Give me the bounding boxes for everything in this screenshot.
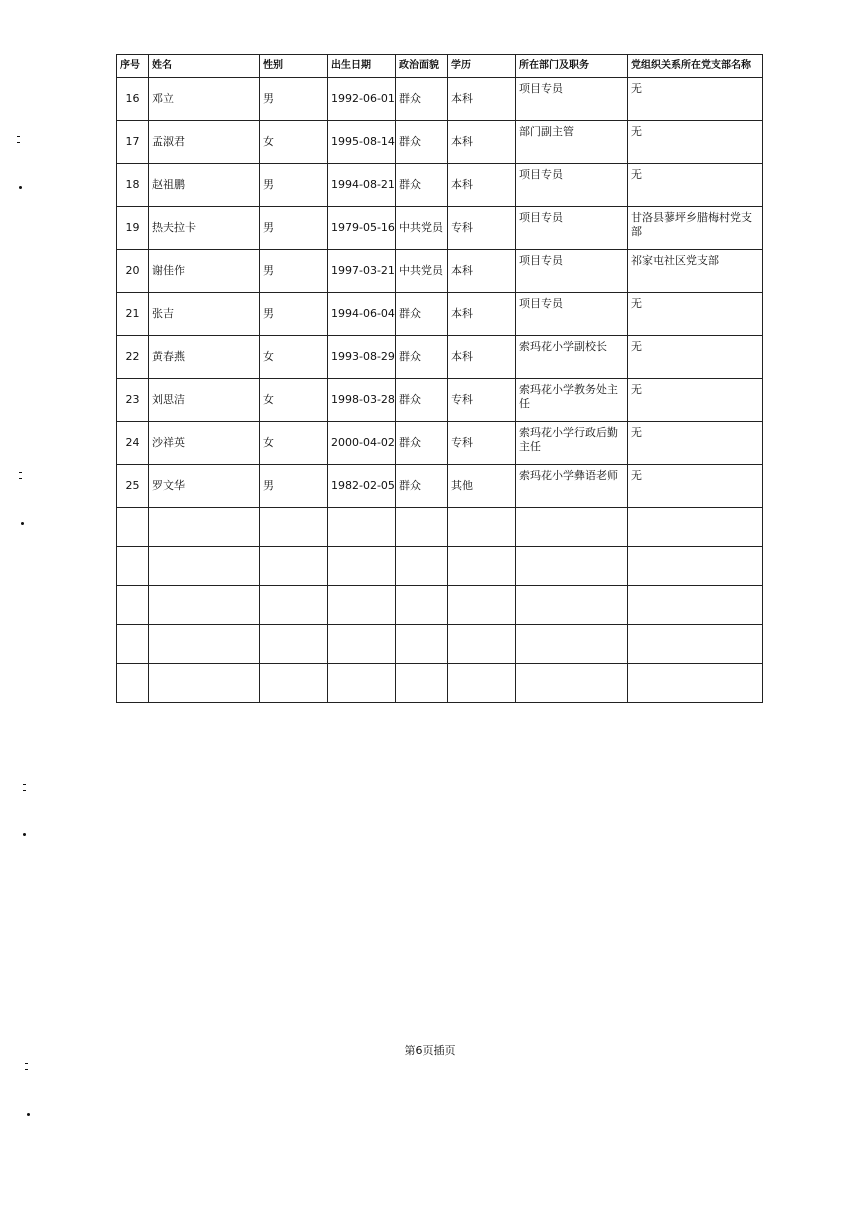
cell-department-position: 索玛花小学彝语老师 <box>516 465 628 508</box>
table-row <box>117 293 763 336</box>
table-row <box>117 422 763 465</box>
table-row <box>117 250 763 293</box>
cell-party-branch: 无 <box>628 465 763 508</box>
cell-department-position: 索玛花小学教务处主任 <box>516 379 628 422</box>
cell-political-status: 群众 <box>396 336 448 379</box>
cell-department-position: 项目专员 <box>516 293 628 336</box>
cell-education: 专科 <box>448 379 516 422</box>
cell-birthdate: 1994-06-04 <box>328 293 396 336</box>
cell-birthdate: 2000-04-02 <box>328 422 396 465</box>
cell-education: 专科 <box>448 422 516 465</box>
cell-gender: 女 <box>260 121 328 164</box>
header-political-status: 政治面貌 <box>396 55 448 78</box>
cell-party-branch: 祁家屯社区党支部 <box>628 250 763 293</box>
table-row <box>117 379 763 422</box>
cell-department-position: 项目专员 <box>516 207 628 250</box>
cell-party-branch: 无 <box>628 121 763 164</box>
header-birthdate: 出生日期 <box>328 55 396 78</box>
cell-index: 21 <box>117 293 149 336</box>
cell-birthdate: 1997-03-21 <box>328 250 396 293</box>
cell-name: 谢佳作 <box>149 250 260 293</box>
cell-party-branch: 无 <box>628 164 763 207</box>
cell-name: 热夫拉卡 <box>149 207 260 250</box>
table-row <box>117 207 763 250</box>
cell-index: 17 <box>117 121 149 164</box>
header-department-position: 所在部门及职务 <box>516 55 628 78</box>
cell-birthdate: 1982-02-05 <box>328 465 396 508</box>
table-row <box>117 465 763 508</box>
header-education: 学历 <box>448 55 516 78</box>
scan-mark <box>25 1063 28 1070</box>
scan-mark <box>21 522 24 525</box>
cell-gender: 男 <box>260 465 328 508</box>
cell-department-position: 部门副主管 <box>516 121 628 164</box>
cell-index: 20 <box>117 250 149 293</box>
staff-roster-table <box>116 54 763 703</box>
cell-political-status: 群众 <box>396 422 448 465</box>
cell-index: 18 <box>117 164 149 207</box>
cell-political-status: 中共党员 <box>396 250 448 293</box>
scan-mark <box>27 1113 30 1116</box>
cell-education: 专科 <box>448 207 516 250</box>
table-row <box>117 336 763 379</box>
cell-gender: 女 <box>260 379 328 422</box>
cell-name: 孟淑君 <box>149 121 260 164</box>
scan-mark <box>23 833 26 836</box>
empty-table-row <box>117 508 763 547</box>
cell-index: 19 <box>117 207 149 250</box>
cell-department-position: 项目专员 <box>516 78 628 121</box>
cell-gender: 女 <box>260 336 328 379</box>
cell-education: 本科 <box>448 78 516 121</box>
empty-table-row <box>117 586 763 625</box>
cell-gender: 女 <box>260 422 328 465</box>
empty-table-row <box>117 625 763 664</box>
cell-name: 邓立 <box>149 78 260 121</box>
page-footer-label: 第6页插页 <box>404 1044 456 1057</box>
cell-party-branch: 无 <box>628 78 763 121</box>
cell-index: 25 <box>117 465 149 508</box>
cell-gender: 男 <box>260 250 328 293</box>
table-row <box>117 164 763 207</box>
cell-birthdate: 1998-03-28 <box>328 379 396 422</box>
cell-name: 张吉 <box>149 293 260 336</box>
table-row <box>117 78 763 121</box>
scan-mark <box>19 186 22 189</box>
header-name: 姓名 <box>149 55 260 78</box>
cell-index: 16 <box>117 78 149 121</box>
cell-party-branch: 无 <box>628 379 763 422</box>
cell-name: 罗文华 <box>149 465 260 508</box>
cell-birthdate: 1993-08-29 <box>328 336 396 379</box>
empty-table-row <box>117 664 763 703</box>
cell-party-branch: 甘洛县蓼坪乡腊梅村党支部 <box>628 207 763 250</box>
header-party-branch: 党组织关系所在党支部名称 <box>628 55 763 78</box>
cell-name: 赵祖鹏 <box>149 164 260 207</box>
cell-index: 23 <box>117 379 149 422</box>
cell-education: 本科 <box>448 121 516 164</box>
cell-department-position: 索玛花小学副校长 <box>516 336 628 379</box>
cell-department-position: 项目专员 <box>516 164 628 207</box>
cell-birthdate: 1995-08-14 <box>328 121 396 164</box>
cell-department-position: 索玛花小学行政后勤主任 <box>516 422 628 465</box>
cell-political-status: 群众 <box>396 465 448 508</box>
cell-gender: 男 <box>260 207 328 250</box>
cell-gender: 男 <box>260 293 328 336</box>
cell-index: 24 <box>117 422 149 465</box>
cell-political-status: 群众 <box>396 121 448 164</box>
empty-table-row <box>117 547 763 586</box>
scan-mark <box>17 136 20 143</box>
scan-mark <box>23 784 26 791</box>
cell-party-branch: 无 <box>628 336 763 379</box>
cell-gender: 男 <box>260 164 328 207</box>
cell-political-status: 群众 <box>396 78 448 121</box>
cell-party-branch: 无 <box>628 293 763 336</box>
header-index: 序号 <box>117 55 149 78</box>
cell-party-branch: 无 <box>628 422 763 465</box>
cell-birthdate: 1994-08-21 <box>328 164 396 207</box>
table-row <box>117 121 763 164</box>
cell-political-status: 群众 <box>396 379 448 422</box>
cell-education: 本科 <box>448 293 516 336</box>
cell-education: 其他 <box>448 465 516 508</box>
cell-education: 本科 <box>448 164 516 207</box>
table-header-row <box>117 55 763 78</box>
cell-education: 本科 <box>448 250 516 293</box>
header-gender: 性别 <box>260 55 328 78</box>
cell-political-status: 中共党员 <box>396 207 448 250</box>
cell-name: 黄春燕 <box>149 336 260 379</box>
cell-political-status: 群众 <box>396 293 448 336</box>
cell-name: 刘思洁 <box>149 379 260 422</box>
cell-political-status: 群众 <box>396 164 448 207</box>
scan-mark <box>19 472 22 479</box>
cell-name: 沙祥英 <box>149 422 260 465</box>
cell-education: 本科 <box>448 336 516 379</box>
cell-birthdate: 1992-06-01 <box>328 78 396 121</box>
cell-index: 22 <box>117 336 149 379</box>
cell-gender: 男 <box>260 78 328 121</box>
cell-birthdate: 1979-05-16 <box>328 207 396 250</box>
cell-department-position: 项目专员 <box>516 250 628 293</box>
